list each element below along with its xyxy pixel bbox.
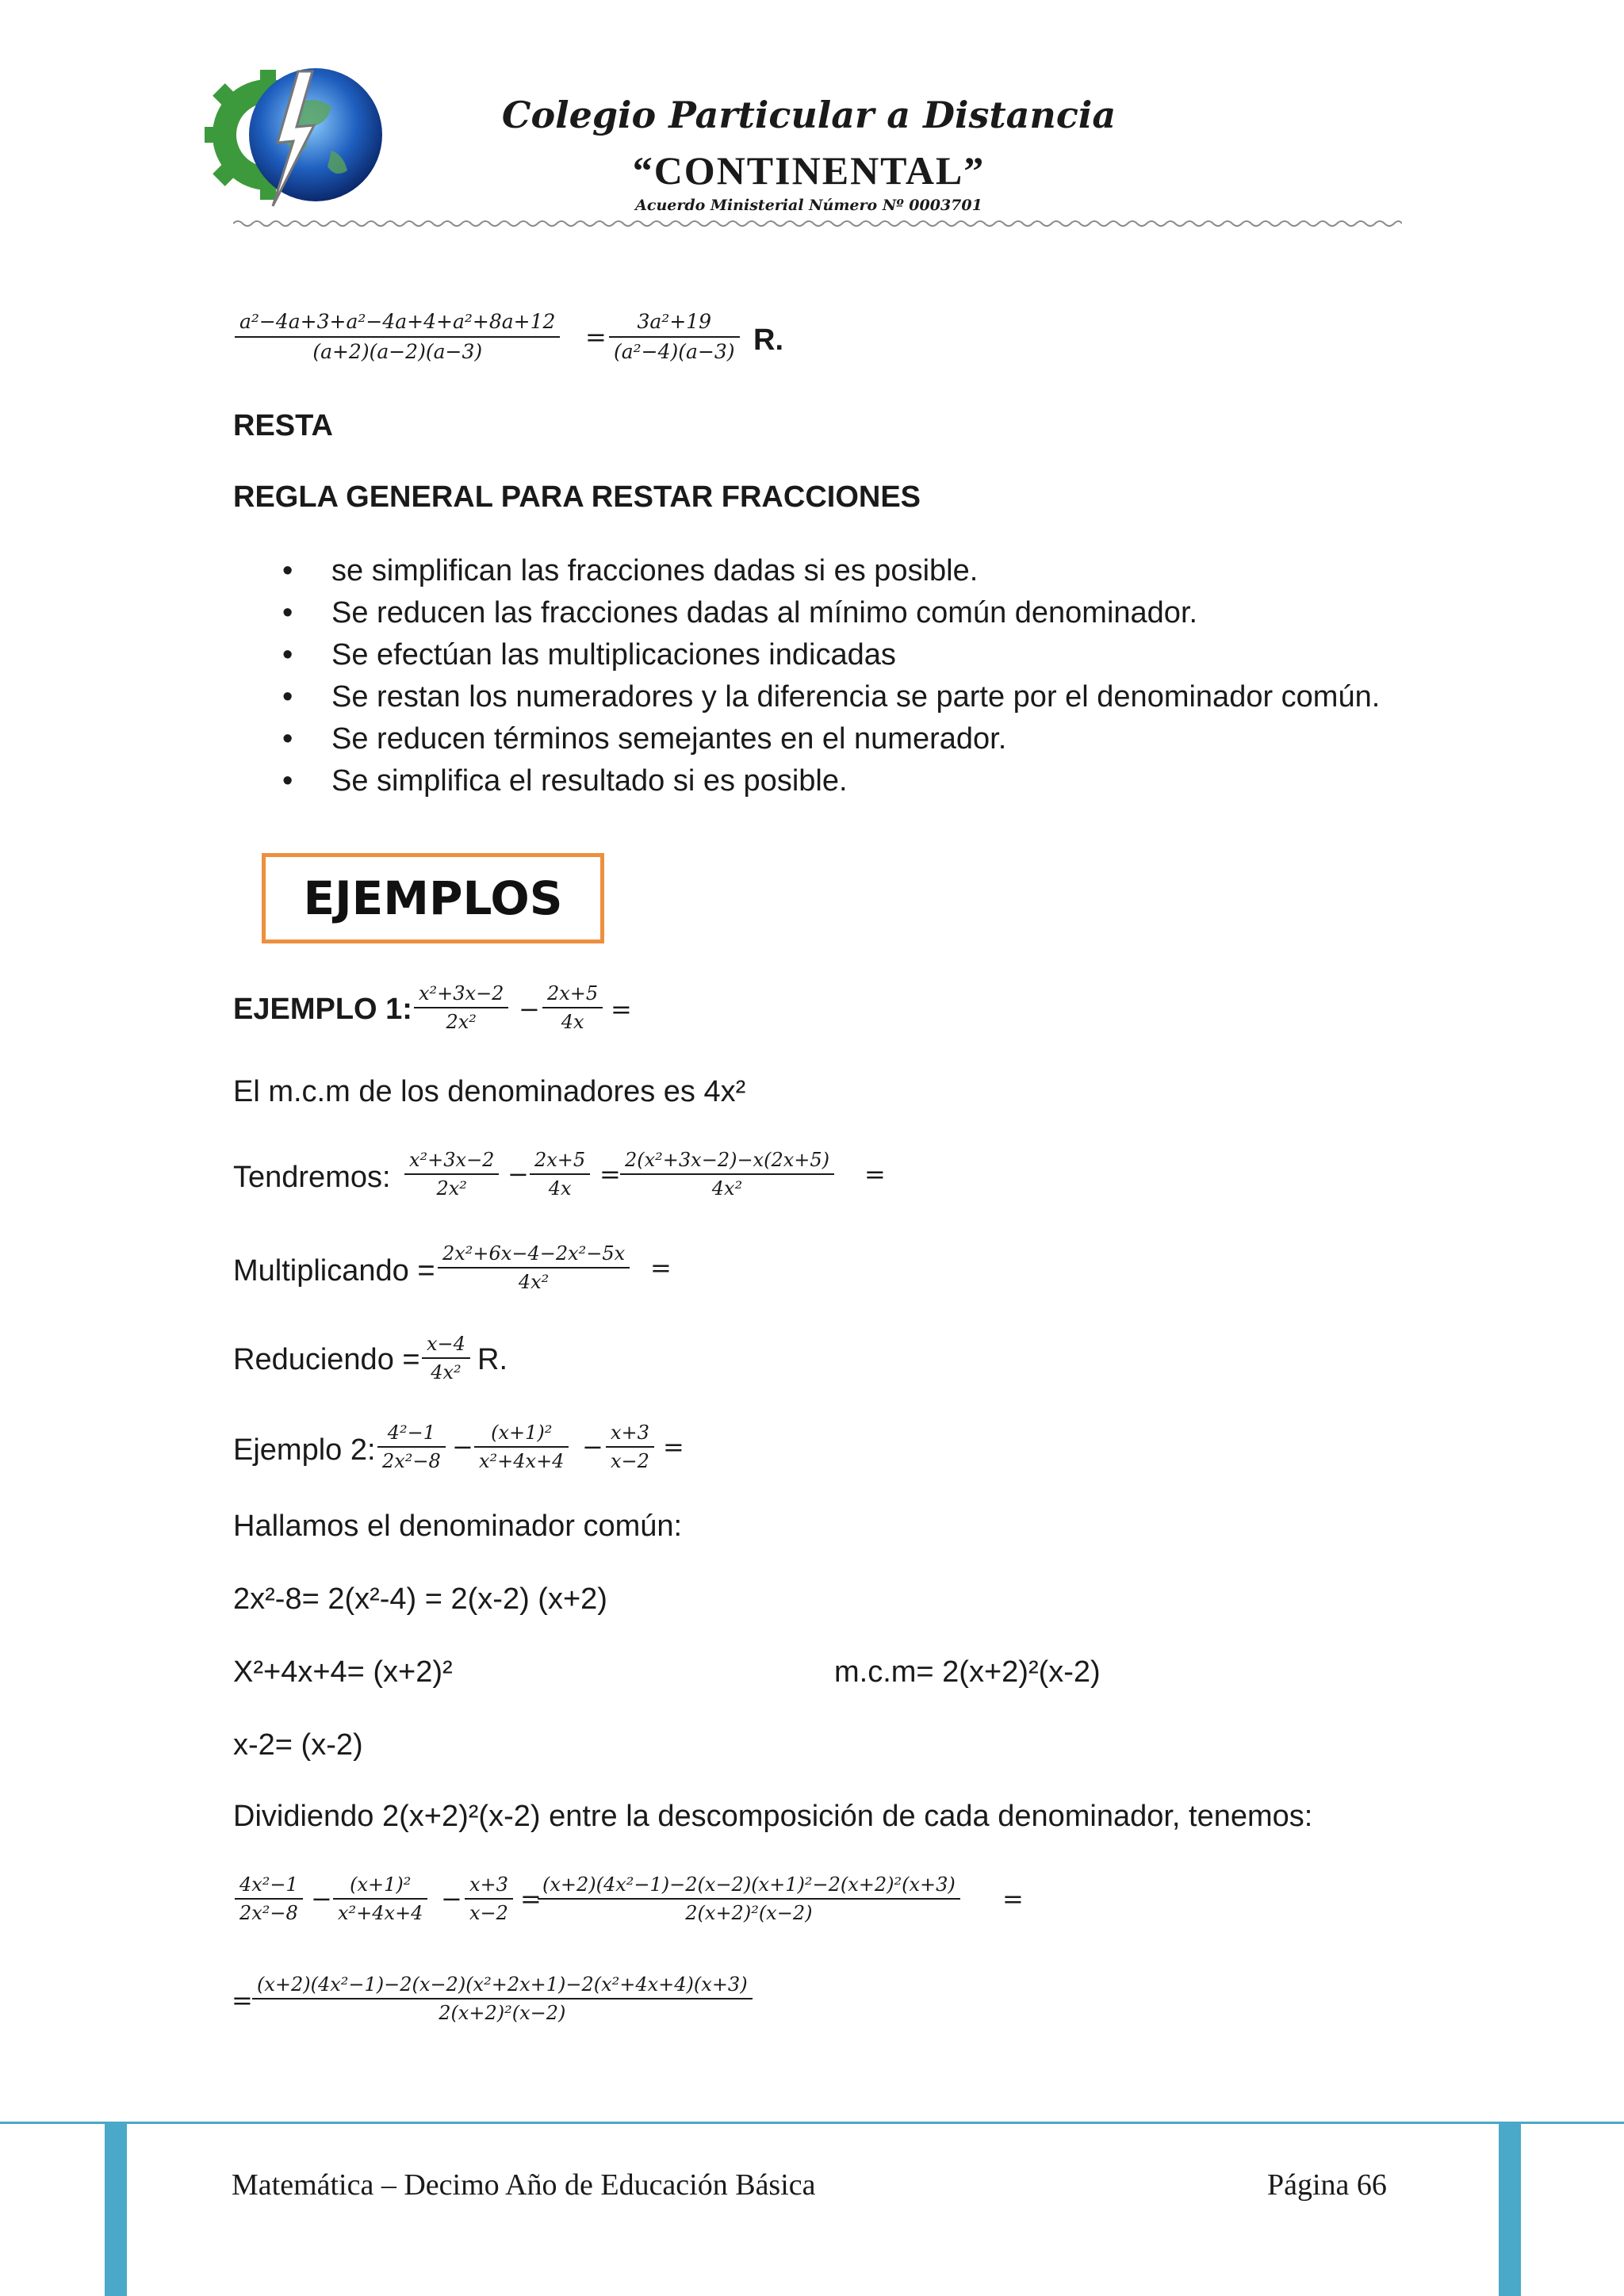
result-marker: R. xyxy=(477,1343,508,1376)
minus-sign: − xyxy=(311,1884,332,1914)
expansion-combined-fraction: (x+2)(4x²−1)−2(x−2)(x+1)²−2(x+2)²(x+3) 2(x+2)²(x−2) xyxy=(538,1874,960,1924)
expansion-fraction-3: x+3 x−2 xyxy=(465,1874,513,1924)
factor-line-2: X²+4x+4= (x+2)² xyxy=(233,1655,453,1689)
factor-line-1: 2x²-8= 2(x²-4) = 2(x-2) (x+2) xyxy=(233,1582,607,1616)
minus-sign: − xyxy=(508,1159,529,1189)
minus-sign: − xyxy=(452,1432,473,1462)
list-item: • Se efectúan las multiplicaciones indicadas xyxy=(278,634,1380,676)
common-denominator-heading: Hallamos el denominador común: xyxy=(233,1510,683,1543)
equals-sign: = xyxy=(232,1985,253,2015)
footer-divider xyxy=(0,2122,1624,2124)
mcm-result: m.c.m= 2(x+2)²(x-2) xyxy=(834,1655,1101,1689)
example1-label: EJEMPLO 1: xyxy=(233,993,412,1026)
example1-fraction-1: x²+3x−2 2x² xyxy=(414,983,508,1033)
equals-sign: = xyxy=(663,1432,684,1462)
tendremos-label: Tendremos: xyxy=(233,1161,391,1194)
equals-sign: = xyxy=(864,1159,886,1189)
equals-sign: = xyxy=(520,1884,542,1914)
reduciendo-label: Reduciendo = xyxy=(233,1343,420,1376)
list-item: • Se reducen las fracciones dadas al mínimo común denominador. xyxy=(278,592,1380,634)
tendremos-fraction-3: 2(x²+3x−2)−x(2x+5) 4x² xyxy=(620,1150,834,1200)
list-item: • Se simplifica el resultado si es posible. xyxy=(278,760,1380,802)
equals-sign: = xyxy=(585,322,607,352)
school-name: Colegio Particular a Distancia xyxy=(501,94,1116,136)
school-agreement: Acuerdo Ministerial Número Nº 0003701 xyxy=(635,197,982,214)
minus-sign: − xyxy=(582,1432,603,1462)
mcm-statement: El m.c.m de los denominadores es 4x² xyxy=(233,1075,746,1108)
equals-sign: = xyxy=(1002,1884,1024,1914)
example2-label: Ejemplo 2: xyxy=(233,1433,376,1467)
section-title: RESTA xyxy=(233,409,333,442)
equals-sign: = xyxy=(650,1253,672,1283)
rule-title: REGLA GENERAL PARA RESTAR FRACCIONES xyxy=(233,480,921,514)
list-item: • se simplifican las fracciones dadas si es posible. xyxy=(278,550,1380,592)
division-statement: Dividiendo 2(x+2)²(x-2) entre la descomposición de cada denominador, tenemos: xyxy=(233,1800,1313,1833)
rule-list xyxy=(278,550,1380,802)
minus-sign: − xyxy=(441,1884,462,1914)
factor-line-3: x-2= (x-2) xyxy=(233,1728,363,1762)
list-item: • Se reducen términos semejantes en el numerador. xyxy=(278,718,1380,760)
equals-sign: = xyxy=(611,994,632,1024)
examples-label: EJEMPLOS xyxy=(303,871,563,925)
header-divider xyxy=(233,219,1402,233)
list-item: • Se restan los numeradores y la diferencia se parte por el denominador común. xyxy=(278,676,1380,718)
school-subtitle: “CONTINENTAL” xyxy=(632,148,986,193)
examples-banner xyxy=(262,853,604,943)
example1-fraction-2: 2x+5 4x xyxy=(542,983,603,1033)
school-logo xyxy=(205,55,392,214)
example2-fraction-3: x+3 x−2 xyxy=(606,1422,654,1472)
footer-course: Matemática – Decimo Año de Educación Básica xyxy=(232,2168,816,2202)
top-fraction-left: a²−4a+3+a²−4a+4+a²+8a+12 (a+2)(a−2)(a−3) xyxy=(235,311,560,362)
top-fraction-right: 3a²+19 (a²−4)(a−3) xyxy=(609,311,740,362)
footer-left-bar xyxy=(105,2124,127,2296)
minus-sign: − xyxy=(519,994,540,1024)
tendremos-fraction-1: x²+3x−2 2x² xyxy=(404,1150,499,1200)
example2-fraction-2: (x+1)² x²+4x+4 xyxy=(474,1422,569,1472)
final-fraction: (x+2)(4x²−1)−2(x−2)(x²+2x+1)−2(x²+4x+4)(x+3) 2(x+2)²(x−2) xyxy=(252,1974,753,2024)
expansion-fraction-1: 4x²−1 2x²−8 xyxy=(235,1874,303,1924)
page-number: Página 66 xyxy=(1267,2168,1387,2202)
footer-right-bar xyxy=(1499,2124,1521,2296)
multiplicando-label: Multiplicando = xyxy=(233,1254,435,1288)
tendremos-fraction-2: 2x+5 4x xyxy=(530,1150,590,1200)
multiplicando-fraction: 2x²+6x−4−2x²−5x 4x² xyxy=(438,1243,630,1293)
result-marker: R. xyxy=(753,323,783,357)
expansion-fraction-2: (x+1)² x²+4x+4 xyxy=(333,1874,427,1924)
example2-fraction-1: 4²−1 2x²−8 xyxy=(377,1422,446,1472)
reduciendo-fraction: x−4 4x² xyxy=(422,1334,470,1383)
equals-sign: = xyxy=(599,1159,621,1189)
